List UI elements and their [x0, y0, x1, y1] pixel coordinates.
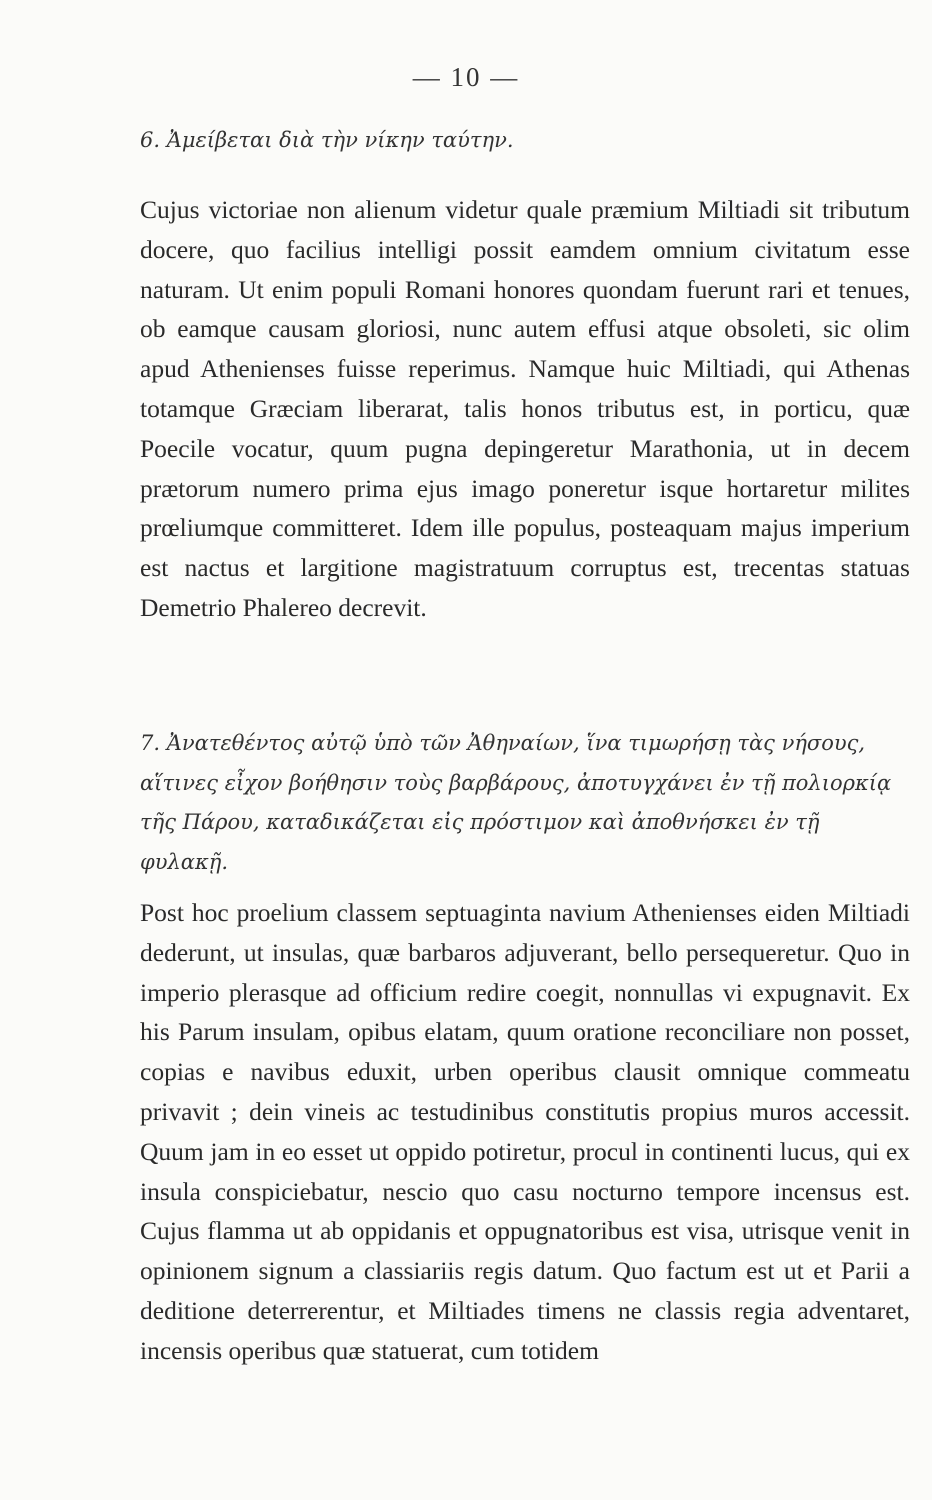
section-7-paragraph	[140, 893, 910, 1371]
page-number: — 10 —	[412, 62, 520, 92]
section-7-heading: 7. Ἀνατεθέντος αὐτῷ ὑπὸ τῶν Ἀθηναίων, ἵνα τιμωρήσῃ τὰς νήσους, αἵτινες εἶχον βοήθησιν τοὺς βαρβάρους, ἀποτυγχάνει ἐν τῇ πολιορκίᾳ τῆς Πάρου, καταδικάζεται εἰς πρόστιμον καὶ ἀποθνήσκει ἐν τῇ φυλακῇ.	[140, 731, 892, 874]
paragraph-text: Cujus victoriae non alienum videtur quale præmium Miltiadi sit tributum docere, quo facilius intelligi possit eamdem omnium civitatum esse naturam. Ut enim populi Romani honores quondam fuerunt rari et tenues, ob eamque causam gloriosi, nunc autem effusi atque obsoleti, sic olim apud Athenienses fuisse reperimus. Namque huic Miltiadi, qui Athenas totamque Græciam liberarat, talis honos tributus est, in porticu, quæ Poecile vocatur, quum pugna depingeretur Marathonia, ut in decem prætorum numero prima ejus imago poneretur isque hortaretur milites prœliumque committeret. Idem ille populus, posteaquam majus imperium est nactus et largitione magistratuum corruptus est, trecentas statuas Demetrio Phalereo decrevit.	[140, 195, 910, 622]
section-6-heading: 6. Ἀμείβεται διὰ τὴν νίκην ταύτην.	[140, 128, 514, 152]
paragraph-text: Post hoc proelium classem septuaginta navium Athenienses eiden Miltiadi dederunt, ut insulas, quæ barbaros adjuverant, bello persequeretur. Quo in imperio plerasque ad officium redire coegit, nonnullas vi expugnavit. Ex his Parum insulam, opibus elatam, quum oratione reconciliare non posset, copias e navibus eduxit, urben operibus clausit omnique commeatu privavit ; dein vineis ac testudinibus constitutis propius muros accessit. Quum jam in eo esset ut oppido potiretur, procul in continenti lucus, qui ex insula conspiciebatur, nescio quo casu nocturno tempore incensus est. Cujus flamma ut ab oppidanis et oppugnatoribus est visa, utrisque venit in opinionem signum a classiariis regis datum. Quo factum est ut et Parii a deditione deterrerentur, et Miltiades timens ne classis regia adventaret, incensis operibus quæ statuerat, cum totidem	[140, 898, 910, 1365]
section-6-paragraph	[140, 190, 910, 628]
